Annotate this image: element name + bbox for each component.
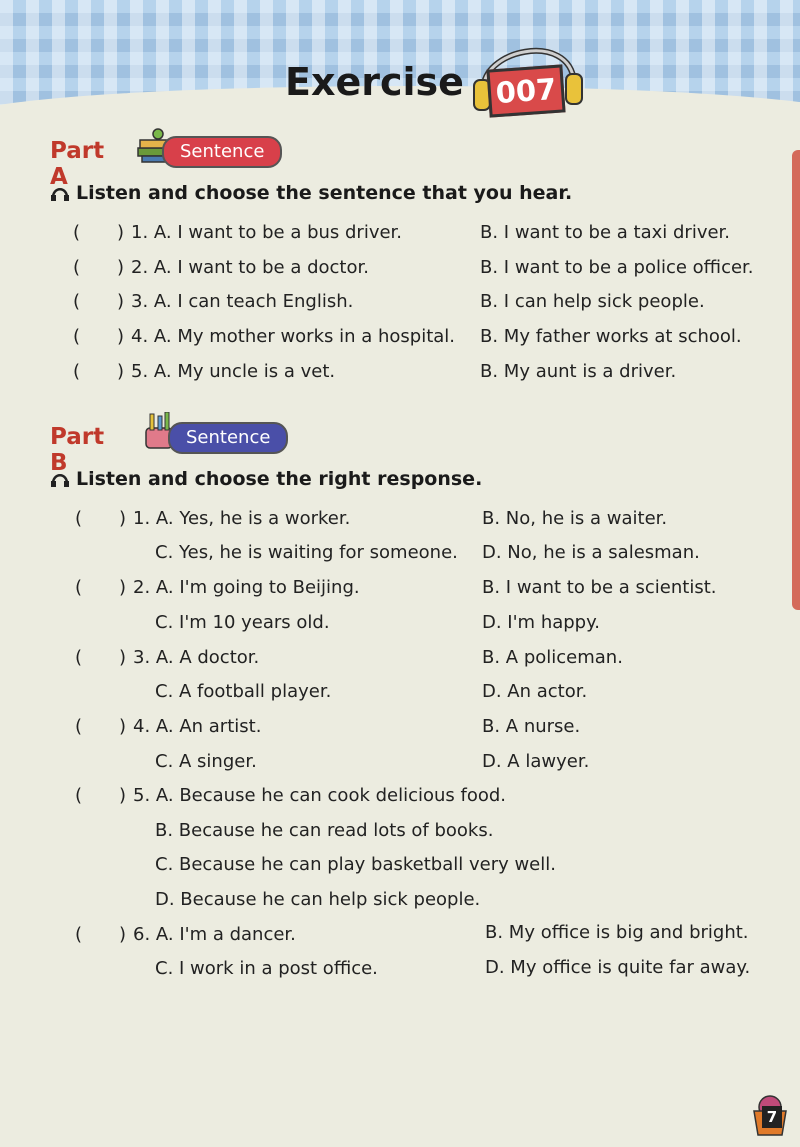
option-b: B. My office is big and bright. <box>485 922 749 943</box>
answer-paren-open: ( <box>73 291 81 312</box>
option-b: B. I want to be a scientist. <box>482 577 717 598</box>
option-a: 1. A. I want to be a bus driver. <box>131 222 403 243</box>
exercise-number: 007 <box>486 64 565 117</box>
option-a: 5. A. Because he can cook delicious food. <box>133 785 507 806</box>
option-c: C. I'm 10 years old. <box>155 612 330 633</box>
answer-paren-close: ) <box>119 785 127 806</box>
answer-paren-close: ) <box>119 924 127 945</box>
page-number: 7 <box>762 1106 782 1128</box>
part-b-label: Part B <box>50 424 105 476</box>
part-a-instruction <box>50 182 572 204</box>
headphone-icon <box>50 184 70 202</box>
answer-paren-open: ( <box>75 577 83 598</box>
answer-paren-open: ( <box>75 508 83 529</box>
option-b: B. I can help sick people. <box>480 291 705 312</box>
option-b: B. Because he can read lots of books. <box>155 820 494 841</box>
option-b: B. A policeman. <box>482 647 623 668</box>
part-b-pill: Sentence <box>168 422 288 454</box>
option-b: B. My aunt is a driver. <box>480 361 677 382</box>
option-c: C. Because he can play basketball very well. <box>155 854 556 875</box>
page-title: Exercise <box>285 60 464 104</box>
option-d: D. Because he can help sick people. <box>155 889 481 910</box>
answer-paren-open: ( <box>75 785 83 806</box>
option-a: 2. A. I want to be a doctor. <box>131 257 369 278</box>
option-a: 2. A. I'm going to Beijing. <box>133 577 360 598</box>
answer-paren-close: ) <box>117 222 125 243</box>
part-b-instruction <box>50 468 482 490</box>
exercise-badge <box>470 30 590 120</box>
part-a-pill: Sentence <box>162 136 282 168</box>
answer-paren-close: ) <box>119 508 127 529</box>
option-d: D. No, he is a salesman. <box>482 542 700 563</box>
option-c: C. Yes, he is waiting for someone. <box>155 542 458 563</box>
option-a: 5. A. My uncle is a vet. <box>131 361 336 382</box>
option-b: B. My father works at school. <box>480 326 742 347</box>
answer-paren-open: ( <box>75 647 83 668</box>
answer-paren-close: ) <box>117 326 125 347</box>
option-c: C. A football player. <box>155 681 332 702</box>
answer-paren-open: ( <box>73 257 81 278</box>
option-a: 6. A. I'm a dancer. <box>133 924 296 945</box>
option-d: D. I'm happy. <box>482 612 600 633</box>
part-a-instruction-text: Listen and choose the sentence that you hear. <box>76 182 573 204</box>
answer-paren-close: ) <box>117 291 125 312</box>
option-c: C. A singer. <box>155 751 257 772</box>
answer-paren-close: ) <box>117 361 125 382</box>
answer-paren-open: ( <box>75 716 83 737</box>
page-edge-tab <box>792 150 800 610</box>
answer-paren-open: ( <box>75 924 83 945</box>
part-a-label: Part A <box>50 138 105 190</box>
answer-paren-close: ) <box>119 577 127 598</box>
answer-paren-open: ( <box>73 326 81 347</box>
option-a: 4. A. My mother works in a hospital. <box>131 326 456 347</box>
option-d: D. An actor. <box>482 681 588 702</box>
option-b: B. I want to be a taxi driver. <box>480 222 731 243</box>
option-d: D. My office is quite far away. <box>485 957 751 978</box>
option-b: B. I want to be a police officer. <box>480 257 754 278</box>
answer-paren-open: ( <box>73 222 81 243</box>
option-b: B. No, he is a waiter. <box>482 508 668 529</box>
option-a: 3. A. I can teach English. <box>131 291 354 312</box>
option-a: 3. A. A doctor. <box>133 647 260 668</box>
headphone-icon <box>50 470 70 488</box>
option-b: B. A nurse. <box>482 716 581 737</box>
option-d: D. A lawyer. <box>482 751 590 772</box>
option-a: 4. A. An artist. <box>133 716 262 737</box>
answer-paren-close: ) <box>119 716 127 737</box>
answer-paren-open: ( <box>73 361 81 382</box>
part-b-instruction-text: Listen and choose the right response. <box>76 468 483 490</box>
option-a: 1. A. Yes, he is a worker. <box>133 508 351 529</box>
option-c: C. I work in a post office. <box>155 958 378 979</box>
answer-paren-close: ) <box>117 257 125 278</box>
answer-paren-close: ) <box>119 647 127 668</box>
